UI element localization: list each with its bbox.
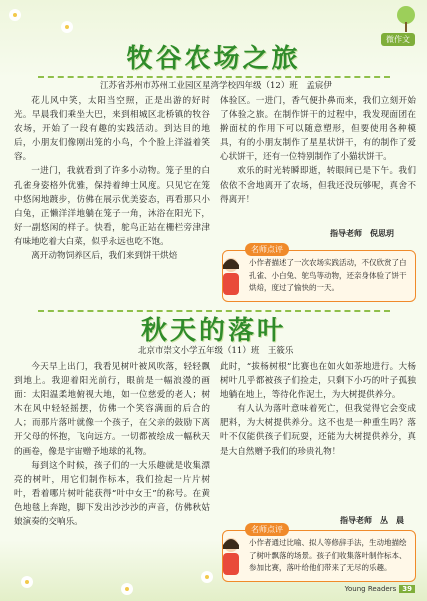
page-number: 39	[399, 585, 415, 593]
paragraph: 此时，“拔杨树根”比赛也在如火如荼地进行。大杨树叶几乎都被孩子们捡走，只剩下小巧的叶子孤独地躺在地上，等待化作泥土，为大树提供养分。	[220, 362, 416, 401]
comment-text: 小作者描述了一次农场实践活动，不仅欣赏了白孔雀、小白兔、鸵鸟等动物，还亲身体验了饼干烘焙，度过了愉快的一天。	[249, 258, 407, 293]
paragraph: 花儿风中笑，太阳当空照，正是出游的好时光。早晨我们乘坐大巴，来到相城区北桥镇的牧谷农场，开始了一段有趣的实践活动。到达目的地后，小朋友们像刚出笼的小鸟，个个脸上洋溢着笑容。	[14, 96, 210, 163]
article1-comment-box	[222, 245, 416, 302]
flower-icon	[20, 575, 34, 589]
teacher-avatar-icon	[217, 535, 245, 581]
paragraph: 体验区。一进门，香气便扑鼻而来，我们立刻开始了体验之旅。在制作饼干的过程中，我发现面团在擀面杖的作用下可以随意塑形，但要使用各种模具，有的小朋友制作了星星状饼干，有的制作了爱心状饼干，还有一位特别制作了小猫状饼干。	[220, 96, 416, 163]
divider-dashed	[38, 76, 390, 78]
teacher-avatar-icon	[217, 255, 245, 301]
flower-icon	[60, 20, 74, 34]
comment-label: 名师点评	[245, 523, 289, 536]
page-footer	[345, 585, 415, 593]
article1-left-column	[14, 94, 210, 263]
paragraph: 每到这个时候，孩子们的一大乐趣就是收集漂亮的树叶，用它们制作标本，我们捡起一片片树叶，看着哪片树叶能获得“叶中女王”的称号。在黄色地毯上奔跑，脚下发出沙沙沙的声音，仿佛秋姑娘演奏的交响乐。	[14, 460, 210, 528]
article2-title: 秋天的落叶	[140, 316, 286, 346]
article2-comment-box	[222, 525, 416, 582]
paragraph: 欢乐的时光转瞬即逝，转眼间已是下午。我们依依不舍地离开了农场，但我还没玩够呢，真舍不得离开！	[220, 166, 416, 205]
tree-icon	[391, 4, 421, 34]
flower-icon	[200, 570, 214, 584]
article1-right-column	[220, 94, 416, 207]
article1-byline: 江苏省苏州市苏州工业园区星湾学校四年级（12）班 孟宸伊	[100, 81, 332, 91]
article2-left-column	[14, 360, 210, 529]
flower-icon	[8, 8, 22, 22]
comment-text: 小作者通过比喻、拟人等修辞手法，生动地描绘了树叶飘落的场景。孩子们收集落叶制作标本、参加比赛，落叶给他们带来了无尽的乐趣。	[249, 538, 407, 573]
article1-teacher: 指导老师 倪思玥	[330, 228, 394, 238]
article2-teacher: 指导老师 丛 晨	[340, 515, 404, 525]
paragraph: 有人认为落叶意味着死亡，但我觉得它会变成肥料，为大树提供养分。这不也是一种重生吗？落叶不仅能供孩子们玩耍，还能为大树提供养分，真是大自然赠予我们的珍贵礼物！	[220, 404, 416, 457]
paragraph: 离开动物饲养区后，我们来到饼干烘焙	[31, 251, 178, 262]
article2-right-column	[220, 360, 416, 459]
flower-icon	[120, 582, 134, 596]
section-tag: 微作文	[381, 33, 415, 46]
article2-byline: 北京市崇文小学五年级（11）班 王筱乐	[138, 346, 294, 356]
magazine-name: Young Readers	[344, 585, 397, 593]
comment-label: 名师点评	[245, 243, 289, 256]
paragraph: 今天早上出门，我看见树叶被风吹落，轻轻飘到地上。我迎着阳光前行，眼前是一幅浪漫的画面：太阳温柔地俯视大地，如一位慈爱的老人；树木在风中轻轻摇摆，仿佛一个笑容满面的后合的人；而那片落叶就像一个孩子，在父亲的鼓励下离开父母的怀抱，飞向远方。一切都被绘成一幅秋天的画卷，像是宇宙赠予地球的礼物。	[14, 362, 210, 457]
paragraph: 一进门，我就看到了许多小动物。笼子里的白孔雀身姿格外优雅，保持着绅士风度。只见它在笼中悠闲地踱步，仿佛在展示优美姿态，再看那只小白兔，正懒洋洋地躺在笼子一角，沐浴在阳光下，好一副悠闲的样子。快看，鸵鸟正站在栅栏旁津津有味地吃着大白菜，似乎永远也吃不饱。	[14, 166, 210, 247]
article1-title: 牧谷农场之旅	[126, 44, 301, 74]
